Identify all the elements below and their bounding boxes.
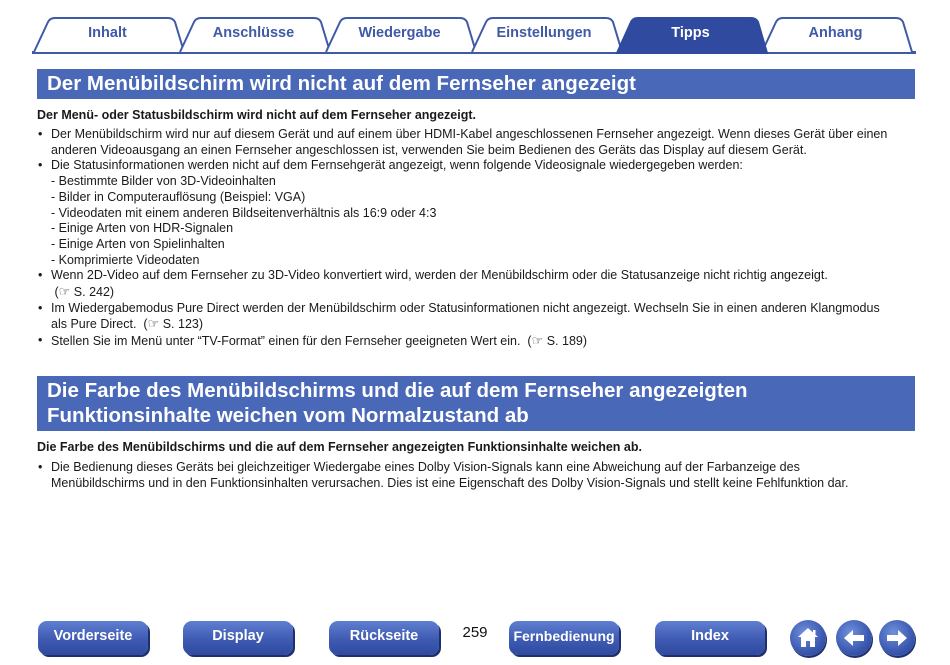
section-heading-text: Der Menübildschirm wird nicht auf dem Fernseher angezeigt (47, 72, 636, 95)
tab-anschluesse[interactable]: Anschlüsse (212, 25, 295, 41)
section-heading-text: Die Farbe des Menübildschirms und die auf dem Fernseher angezeigten (47, 379, 748, 402)
pointing-hand-icon: ☞ (58, 284, 71, 300)
display-button[interactable]: Display (183, 621, 293, 655)
bullet-text: anderen Videoausgang an einen Fernseher angeschlossen ist, verwenden Sie beim Bedienen des Geräts das Display auf diesem Gerät. (51, 142, 807, 157)
dash-item: - Einige Arten von Spielinhalten (51, 236, 225, 251)
section-heading-color-deviation (37, 376, 915, 431)
bullet-item (37, 301, 917, 333)
bullet-item (37, 333, 917, 350)
bullet-text: • Wenn 2D-Video auf dem Fernseher zu 3D-Video konvertiert wird, werden der Menübildschirm oder die Statusanzeige nicht richtig angezeigt. (51, 268, 828, 283)
ref-page: S. 123) (162, 317, 204, 332)
ref-page: S. 189) (546, 334, 588, 349)
bullet-text: Stellen Sie im Menü unter “TV-Format” einen für den Fernseher geeigneten Wert ein. (51, 334, 521, 349)
front-panel-button[interactable]: Vorderseite (38, 621, 148, 655)
forward-button[interactable] (879, 620, 915, 656)
bullet-text: • Die Bedienung dieses Geräts bei gleichzeitiger Wiedergabe eines Dolby Vision-Signals kann eine Abweichung auf der Farbanzeige des (51, 460, 800, 474)
remote-control-button[interactable]: Fernbedienung (509, 621, 619, 655)
tab-wiedergabe[interactable]: Wiedergabe (358, 25, 441, 41)
dash-item: - Einige Arten von HDR-Signalen (51, 221, 234, 236)
tab-anhang[interactable]: Anhang (808, 25, 863, 41)
tab-inhalt[interactable]: Inhalt (88, 25, 127, 41)
arrow-left-icon (836, 620, 872, 656)
arrow-right-icon (879, 620, 915, 656)
index-button[interactable]: Index (655, 621, 765, 655)
pointing-hand-icon: ☞ (531, 333, 544, 349)
dash-item: - Bestimmte Bilder von 3D-Videoinhalten (51, 174, 276, 189)
section-heading-text: Funktionsinhalte weichen vom Normalzustand ab (47, 404, 529, 427)
pointing-hand-icon: ☞ (147, 316, 160, 332)
dash-item: - Videodaten mit einem anderen Bildseitenverhältnis als 16:9 oder 4:3 (51, 205, 437, 220)
ref-paren: ( (527, 334, 532, 349)
ref-paren: ( (143, 317, 148, 332)
home-icon (790, 620, 826, 656)
bullet-item (37, 460, 917, 491)
bullet-text: • Im Wiedergabemodus Pure Direct werden der Menübildschirm oder Statusinformationen nicht angezeigt. Wechseln Sie in einen anderen Klangmodus (51, 300, 880, 315)
page-reference-link[interactable] (527, 334, 587, 348)
section1-content (37, 127, 917, 350)
bullet-text: • Die Statusinformationen werden nicht auf dem Fernsehgerät angezeigt, wenn folgende Videosignale wiedergegeben werden: (51, 158, 743, 173)
tab-einstellungen[interactable]: Einstellungen (496, 25, 592, 41)
bullet-item (37, 158, 917, 268)
ref-page: S. 242) (73, 285, 115, 300)
page-reference-link[interactable] (143, 317, 203, 331)
dash-item: - Komprimierte Videodaten (51, 252, 200, 267)
bullet-item (37, 268, 917, 300)
bullet-item (37, 127, 917, 158)
section-heading-menu-not-displayed (37, 69, 915, 99)
home-button[interactable] (790, 620, 826, 656)
section-subheading: Der Menü- oder Statusbildschirm wird nicht auf dem Fernseher angezeigt. (37, 108, 476, 122)
back-button[interactable] (836, 620, 872, 656)
ref-paren: ( (54, 285, 59, 300)
bullet-text: als Pure Direct. (51, 317, 137, 332)
section2-content (37, 460, 917, 491)
section-subheading: Die Farbe des Menübildschirms und die auf dem Fernseher angezeigten Funktionsinhalte weichen ab. (37, 440, 642, 454)
page-number: 259 (462, 624, 488, 641)
bullet-text: • Der Menübildschirm wird nur auf diesem Gerät und auf einem über HDMI-Kabel angeschlossenen Fernseher angezeigt. Wenn dieses Gerät über einen (51, 127, 888, 141)
top-tab-bar (0, 0, 950, 56)
dash-item: - Bilder in Computerauflösung (Beispiel: VGA) (51, 189, 306, 204)
page-reference-link[interactable] (51, 284, 917, 301)
rear-panel-button[interactable]: Rückseite (329, 621, 439, 655)
tab-tipps[interactable]: Tipps (671, 25, 710, 41)
bullet-text: Menübildschirms und in den Funktionsinhalten verursachen. Dies ist eine Eigenschaft des Dolby Vision-Signals und stellt keine Fehlfunktion dar. (51, 475, 849, 490)
